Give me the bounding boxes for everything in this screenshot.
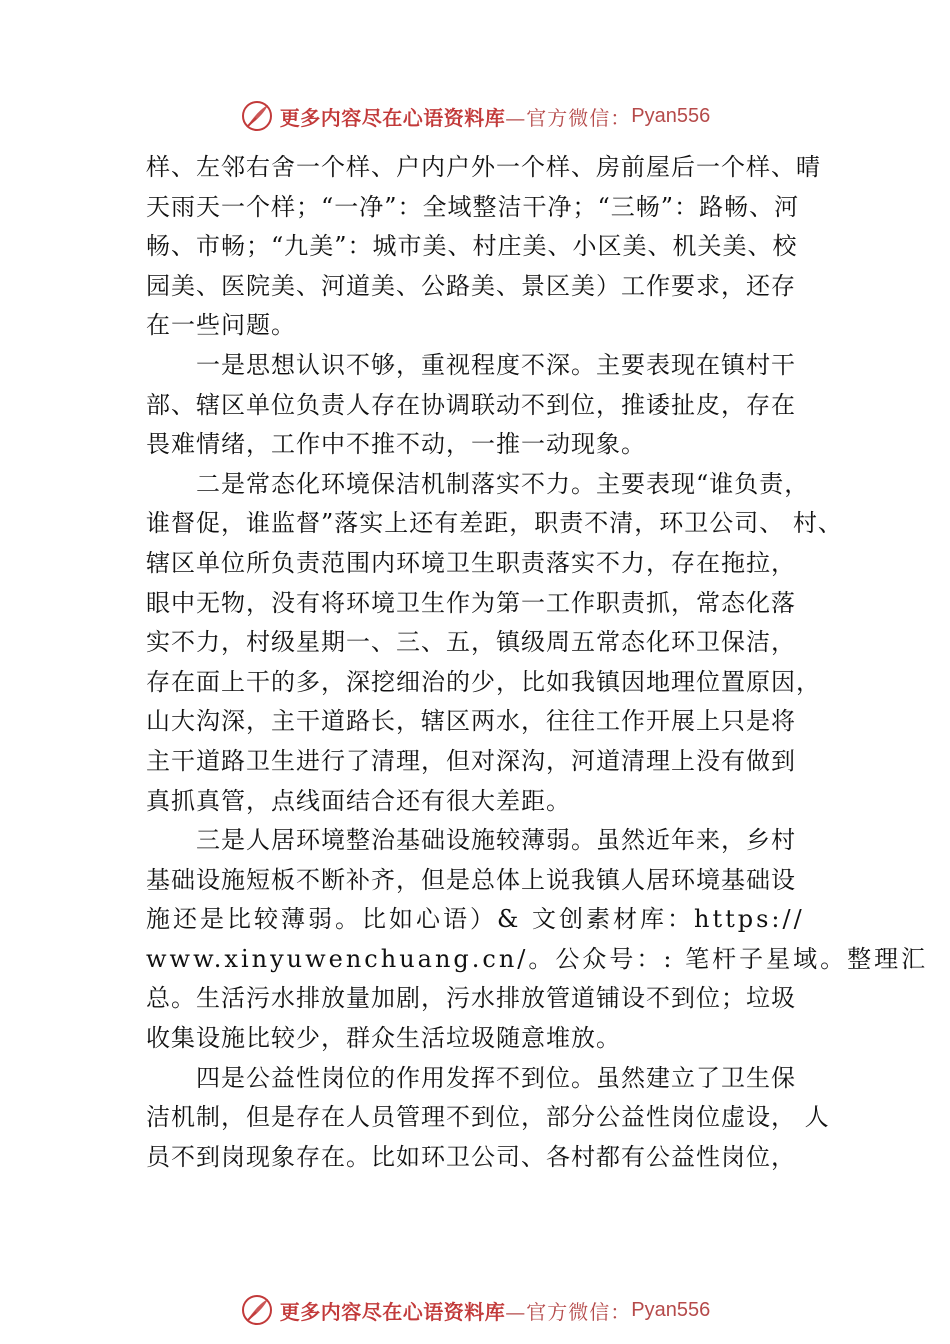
text-line: 总。生活污水排放量加剧，污水排放管道铺设不到位；垃圾 [146,984,796,1013]
text-line: 眼中无物，没有将环境卫生作为第一工作职责抓，常态化落 [146,588,796,617]
text-line: 主干道路卫生进行了清理，但对深沟，河道清理上没有做到 [146,746,796,775]
paragraph-start: 一是思想认识不够，重视程度不深。主要表现在镇村干 [196,350,796,379]
text-line: www.xinyuwenchuang.cn/。公众号：: 笔杆子星域。整理汇 [146,944,929,973]
header-banner-id: Pyan556 [631,104,711,127]
footer-banner-dash: —官方微信： [505,1299,632,1324]
header-banner-dash: —官方微信： [505,105,632,130]
footer-banner-main: 更多内容尽在心语资料库 [279,1299,506,1324]
footer-banner [0,1290,950,1330]
paragraph-start: 三是人居环境整治基础设施较薄弱。虽然近年来，乡村 [196,826,796,855]
text-line: 员不到岗现象存在。比如环卫公司、各村都有公益性岗位， [146,1142,796,1171]
text-line: 样、左邻右舍一个样、户内户外一个样、房前屋后一个样、晴 [146,153,821,181]
text-line: 辖区单位所负责范围内环境卫生职责落实不力，存在拖拉， [146,548,796,577]
text-line: 施还是比较薄弱。比如心语）& 文创素材库：https:// [146,905,805,934]
text-line: 部、辖区单位负责人存在协调联动不到位，推诿扯皮，存在 [146,390,796,419]
text-line: 基础设施短板不断补齐，但是总体上说我镇人居环境基础设 [146,865,796,894]
text-line: 实不力，村级星期一、三、五，镇级周五常态化环卫保洁， [146,628,796,657]
paragraph-start: 二是常态化环境保洁机制落实不力。主要表现“谁负责， [196,469,810,498]
text-line: 畅、市畅；“九美”：城市美、村庄美、小区美、机关美、校 [146,232,798,261]
text-line: 在一些问题。 [146,311,296,340]
text-line: 谁督促，谁监督”落实上还有差距，职责不清，环卫公司、 村、 [146,509,843,538]
text-line: 真抓真管，点线面结合还有很大差距。 [146,786,571,815]
footer-banner-id: Pyan556 [631,1298,711,1321]
header-banner [0,96,950,136]
text-line: 园美、医院美、河道美、公路美、景区美）工作要求，还存 [146,271,796,300]
text-line: 天雨天一个样；“一净”：全域整洁干净；“三畅”：路畅、河 [146,192,800,221]
quill-logo-icon [240,99,274,133]
text-line: 收集设施比较少，群众生活垃圾随意堆放。 [146,1024,621,1053]
text-line: 存在面上干的多，深挖细治的少，比如我镇因地理位置原因， [146,667,821,696]
document-body [146,148,929,1177]
header-banner-main: 更多内容尽在心语资料库 [279,105,506,130]
quill-logo-icon [240,1293,274,1327]
text-line: 洁机制，但是存在人员管理不到位，部分公益性岗位虚设， 人 [146,1103,830,1132]
paragraph-start: 四是公益性岗位的作用发挥不到位。虽然建立了卫生保 [196,1063,796,1092]
text-line: 畏难情绪，工作中不推不动，一推一动现象。 [146,430,646,459]
text-line: 山大沟深，主干道路长，辖区两水，往往工作开展上只是将 [146,707,796,736]
